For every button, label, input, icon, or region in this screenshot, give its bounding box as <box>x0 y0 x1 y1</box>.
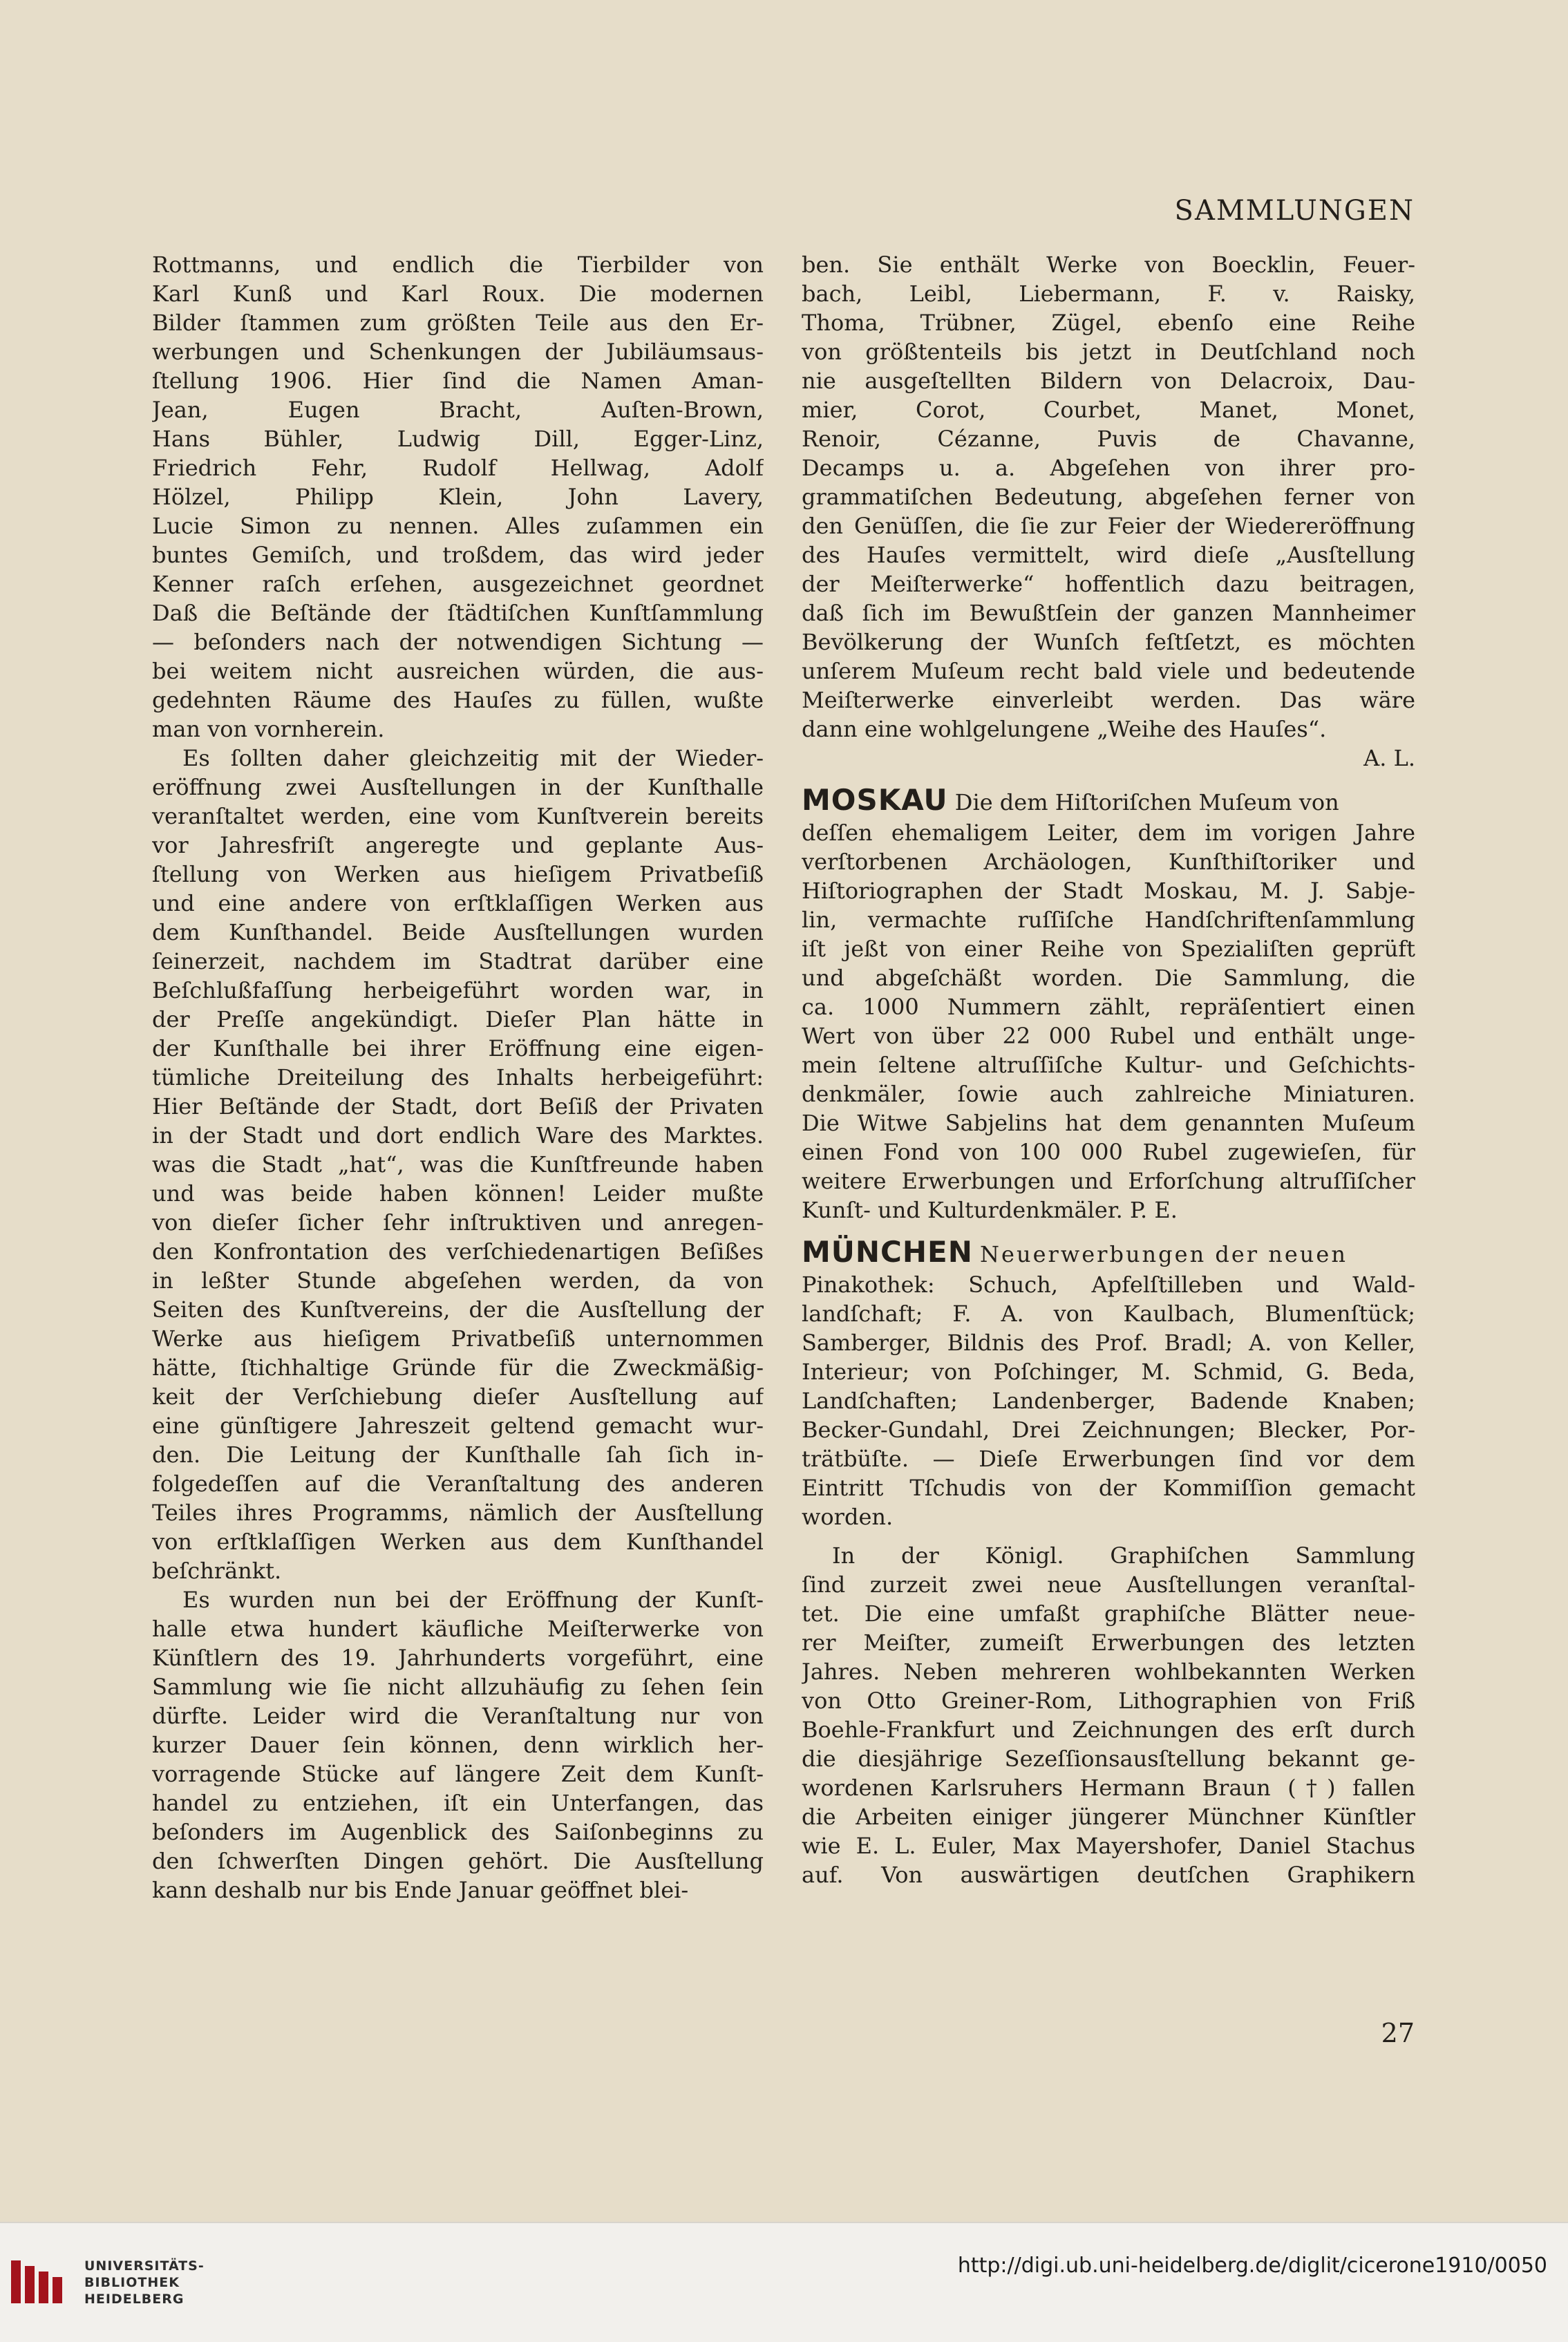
text-line: Thoma, Trübner, Zügel, ebenſo eine Reihe <box>802 310 1415 336</box>
text-line: Eintritt Tſchudis von der Kommiſſion gemacht <box>802 1475 1415 1501</box>
text-line: verſtorbenen Archäologen, Kunſthiſtoriker und <box>802 849 1415 875</box>
text-line: in leßter Stunde abgeſehen werden, da von <box>152 1267 764 1294</box>
library-name <box>84 2258 205 2307</box>
text-line: beſonders im Augenblick des Saiſonbeginns zu <box>152 1819 764 1845</box>
text-line: Rottmanns, und endlich die Tierbilder von <box>152 252 764 278</box>
text-line: und eine andere von erſtklaſſigen Werken aus <box>152 890 764 916</box>
text-line: Decamps u. a. Abgeſehen von ihrer pro- <box>802 455 1415 481</box>
text-line: halle etwa hundert käufliche Meiſterwerke von <box>152 1616 764 1642</box>
text-line: Beſchlußfaſſung herbeigeführt worden war, in <box>152 977 764 1003</box>
text-line: Sammlung wie ſie nicht allzuhäufig zu ſehen ſein <box>152 1674 764 1700</box>
text-line: einen Fond von 100 000 Rubel zugewieſen, für <box>802 1139 1415 1165</box>
text-line: Werke aus hieſigem Privatbeſiß unternommen <box>152 1325 764 1352</box>
text-line: landſchaft; F. A. von Kaulbach, Blumenſtück; <box>802 1301 1415 1327</box>
text-line: daß ſich im Bewußtſein der ganzen Mannheimer <box>802 600 1415 626</box>
text-line: Bilder ſtammen zum größten Teile aus den Er- <box>152 310 764 336</box>
text-line: Daß die Beſtände der ſtädtiſchen Kunſtſammlung <box>152 600 764 626</box>
text-line: den Genüſſen, die ſie zur Feier der Wiedereröffnung <box>802 513 1415 539</box>
text-line: Boehle-Frankfurt und Zeichnungen des erſt durch <box>802 1717 1415 1743</box>
text-line: Friedrich Fehr, Rudolf Hellwag, Adolf <box>152 455 764 481</box>
text-line: der Meiſterwerke“ hoffentlich dazu beitragen, <box>802 571 1415 597</box>
text-line: Interieur; von Poſchinger, M. Schmid, G. Beda, <box>802 1359 1415 1385</box>
text-line: denkmäler, ſowie auch zahlreiche Miniaturen. <box>802 1081 1415 1107</box>
text-line: buntes Gemiſch, und troßdem, das wird jeder <box>152 542 764 568</box>
text-line: Bevölkerung der Wunſch feſtſetzt, es möchten <box>802 629 1415 655</box>
text-line: Hiſtoriographen der Stadt Moskau, M. J. Sabje- <box>802 878 1415 904</box>
text-line: grammatiſchen Bedeutung, abgeſehen ferner von <box>802 484 1415 510</box>
text-line: Renoir, Cézanne, Puvis de Chavanne, <box>802 426 1415 452</box>
left-column <box>152 250 764 1905</box>
text-line: Lucie Simon zu nennen. Alles zuſammen ein <box>152 513 764 539</box>
text-line: Samberger, Bildnis des Prof. Bradl; A. von Keller, <box>802 1330 1415 1356</box>
text-line: von größtenteils bis jetzt in Deutſchland noch <box>802 339 1415 365</box>
running-head: SAMMLUNGEN <box>1174 195 1415 227</box>
text-line: Es ſollten daher gleichzeitig mit der Wieder- <box>182 745 764 771</box>
text-line: Becker-Gundahl, Drei Zeichnungen; Blecker, Por- <box>802 1417 1415 1443</box>
text-line: Meiſterwerke einverleibt werden. Das wäre <box>802 687 1415 713</box>
moskau-first-line-text: Die dem Hiſtoriſchen Muſeum von <box>954 789 1339 815</box>
text-line: tümliche Dreiteilung des Inhalts herbeigeführt: <box>152 1064 764 1090</box>
text-line: von erſtklaſſigen Werken aus dem Kunſthandel <box>152 1529 764 1555</box>
text-line: in der Stadt und dort endlich Ware des Marktes. <box>152 1122 764 1149</box>
text-line: keit der Verſchiebung dieſer Ausſtellung auf <box>152 1384 764 1410</box>
text-line: die Arbeiten einiger jüngerer Münchner Künſtler <box>802 1804 1415 1830</box>
text-line: eröffnung zwei Ausſtellungen in der Kunſthalle <box>152 774 764 800</box>
text-line: nie ausgeſtellten Bildern von Delacroix, Dau- <box>802 368 1415 394</box>
text-line: Jahres. Neben mehreren wohlbekannten Werken <box>802 1659 1415 1685</box>
text-line: hätte, ſtichhaltige Gründe für die Zweckmäßig- <box>152 1354 764 1381</box>
text-line: kurzer Dauer ſein können, denn wirklich her- <box>152 1732 764 1758</box>
text-line: den Konfrontation des verſchiedenartigen Beſißes <box>152 1238 764 1265</box>
text-line: von Otto Greiner-Rom, Lithographien von Friß <box>802 1688 1415 1714</box>
text-line: Jean, Eugen Bracht, Auſten-Brown, <box>152 397 764 423</box>
moskau-heading: MOSKAU <box>802 783 948 817</box>
text-line: die diesjährige Sezeſſionsausſtellung bekannt ge- <box>802 1746 1415 1772</box>
source-url-link[interactable]: http://digi.ub.uni-heidelberg.de/diglit/cicerone1910/0050 <box>957 2254 1547 2278</box>
text-line: dann eine wohlgelungene „Weihe des Hauſes“. <box>802 716 1327 742</box>
muenchen-first-line <box>802 1234 1415 1270</box>
text-line: ca. 1000 Nummern zählt, repräſentiert einen <box>802 994 1415 1020</box>
text-line: ſtellung von Werken aus hieſigem Privatbeſiß <box>152 861 764 887</box>
muenchen-heading: MÜNCHEN <box>802 1235 973 1269</box>
text-line: bei weitem nicht ausreichen würden, die aus- <box>152 658 764 684</box>
text-line: Hölzel, Philipp Klein, John Lavery, <box>152 484 764 510</box>
text-line: ſtellung 1906. Hier ſind die Namen Aman- <box>152 368 764 394</box>
text-line: dürfte. Leider wird die Veranſtaltung nur von <box>152 1703 764 1729</box>
library-name-line: BIBLIOTHEK <box>84 2275 180 2290</box>
text-line: In der Königl. Graphiſchen Sammlung <box>832 1542 1415 1569</box>
text-line: Die Witwe Sabjelins hat dem genannten Muſeum <box>802 1110 1415 1136</box>
text-line: Künſtlern des 19. Jahrhunderts vorgeführt, eine <box>152 1645 764 1671</box>
text-line: auf. Von auswärtigen deutſchen Graphikern <box>802 1862 1415 1888</box>
text-line: von dieſer ſicher ſehr inſtruktiven und anregen- <box>152 1209 764 1236</box>
text-line: Landſchaften; Landenberger, Badende Knaben; <box>802 1388 1415 1414</box>
text-line: und abgeſchäßt worden. Die Sammlung, die <box>802 965 1415 991</box>
text-line: iſt jeßt von einer Reihe von Spezialiſten geprüft <box>802 936 1415 962</box>
signature-al: A. L. <box>1363 745 1415 771</box>
text-line: mein ſeltene altruſſiſche Kultur- und Geſchichts- <box>802 1052 1415 1078</box>
right-column-intro <box>802 250 1415 744</box>
right-column <box>802 250 1415 1889</box>
text-line: trätbüſte. — Dieſe Erwerbungen ſind vor dem <box>802 1446 1415 1472</box>
text-line: des Hauſes vermittelt, wird dieſe „Ausſtellung <box>802 542 1415 568</box>
text-line: ben. Sie enthält Werke von Boecklin, Feuer- <box>802 252 1415 278</box>
text-line: Hans Bühler, Ludwig Dill, Egger-Linz, <box>152 426 764 452</box>
text-line: folgedeſſen auf die Veranſtaltung des anderen <box>152 1471 764 1497</box>
text-line: Wert von über 22 000 Rubel und enthält unge- <box>802 1023 1415 1049</box>
text-line: tet. Die eine umfaßt graphiſche Blätter neue- <box>802 1600 1415 1627</box>
page-number: 27 <box>1381 2018 1415 2048</box>
text-line: lin, vermachte ruſſiſche Handſchriftenſammlung <box>802 907 1415 933</box>
text-line: rer Meiſter, zumeiſt Erwerbungen des letzten <box>802 1630 1415 1656</box>
text-line: worden. <box>802 1504 894 1530</box>
text-line: Pinakothek: Schuch, Apfelſtilleben und Wald- <box>802 1272 1415 1298</box>
text-line: unſerem Muſeum recht bald viele und bedeutende <box>802 658 1415 684</box>
text-line: Kunſt- und Kulturdenkmäler. P. E. <box>802 1197 1178 1223</box>
text-line: wordenen Karlsruhers Hermann Braun (†) fallen <box>802 1775 1415 1801</box>
text-line: weitere Erwerbungen und Erforſchung altruſſiſcher <box>802 1168 1415 1194</box>
text-line: gedehnten Räume des Hauſes zu füllen, wußte <box>152 687 764 713</box>
text-line: den ſchwerſten Dingen gehört. Die Ausſtellung <box>152 1848 764 1874</box>
text-line: mier, Corot, Courbet, Manet, Monet, <box>802 397 1415 423</box>
text-line: ſind zurzeit zwei neue Ausſtellungen veranſtal- <box>802 1571 1415 1598</box>
text-line: — beſonders nach der notwendigen Sichtung — <box>152 629 764 655</box>
text-line: kann deshalb nur bis Ende Januar geöffnet blei- <box>152 1877 689 1903</box>
text-line: wie E. L. Euler, Max Mayershofer, Daniel Stachus <box>802 1833 1415 1859</box>
muenchen-paragraph <box>802 1270 1415 1531</box>
text-line: bach, Leibl, Liebermann, F. v. Raisky, <box>802 281 1415 307</box>
library-name-line: HEIDELBERG <box>84 2292 185 2307</box>
text-line: und was beide haben können! Leider mußte <box>152 1180 764 1207</box>
text-line: deſſen ehemaligem Leiter, dem im vorigen Jahre <box>802 820 1415 846</box>
university-library-logo-icon <box>10 2256 73 2307</box>
text-line: der Preſſe angekündigt. Dieſer Plan hätte in <box>152 1006 764 1032</box>
muenchen-paragraph-2 <box>802 1541 1415 1889</box>
text-line: Karl Kunß und Karl Roux. Die modernen <box>152 281 764 307</box>
text-line: werbungen und Schenkungen der Jubiläumsaus- <box>152 339 764 365</box>
footer-bar <box>0 2222 1568 2342</box>
text-line: handel zu entziehen, iſt ein Unterfangen, das <box>152 1790 764 1816</box>
text-line: beſchränkt. <box>152 1558 282 1584</box>
moskau-first-line <box>802 782 1415 818</box>
text-line: veranſtaltet werden, eine vom Kunſtverein bereits <box>152 803 764 829</box>
text-line: vor Jahresfriſt angeregte und geplante Aus- <box>152 832 764 858</box>
text-line: der Kunſthalle bei ihrer Eröffnung eine eigen- <box>152 1035 764 1061</box>
text-line: dem Kunſthandel. Beide Ausſtellungen wurden <box>152 919 764 945</box>
text-line: vorragende Stücke auf längere Zeit dem Kunſt- <box>152 1761 764 1787</box>
text-line: ſeinerzeit, nachdem im Stadtrat darüber eine <box>152 948 764 974</box>
text-line: was die Stadt „hat“, was die Kunſtfreunde haben <box>152 1151 764 1178</box>
text-line: Es wurden nun bei der Eröffnung der Kunſt- <box>182 1587 764 1613</box>
text-line: Seiten des Kunſtvereins, der die Ausſtellung der <box>152 1296 764 1323</box>
text-line: Hier Beſtände der Stadt, dort Beſiß der Privaten <box>152 1093 764 1120</box>
text-line: eine günſtigere Jahreszeit geltend gemacht wur- <box>152 1413 764 1439</box>
text-line: Kenner raſch erſehen, ausgezeichnet geordnet <box>152 571 764 597</box>
text-line: man von vornherein. <box>152 716 385 742</box>
text-line: Teiles ihres Programms, nämlich der Ausſtellung <box>152 1500 764 1526</box>
library-name-line: UNIVERSITÄTS- <box>84 2258 205 2274</box>
moskau-paragraph <box>802 818 1415 1225</box>
text-line: den. Die Leitung der Kunſthalle ſah ſich in- <box>152 1442 764 1468</box>
muenchen-first-line-text: Neuerwerbungen der neuen <box>980 1241 1348 1267</box>
